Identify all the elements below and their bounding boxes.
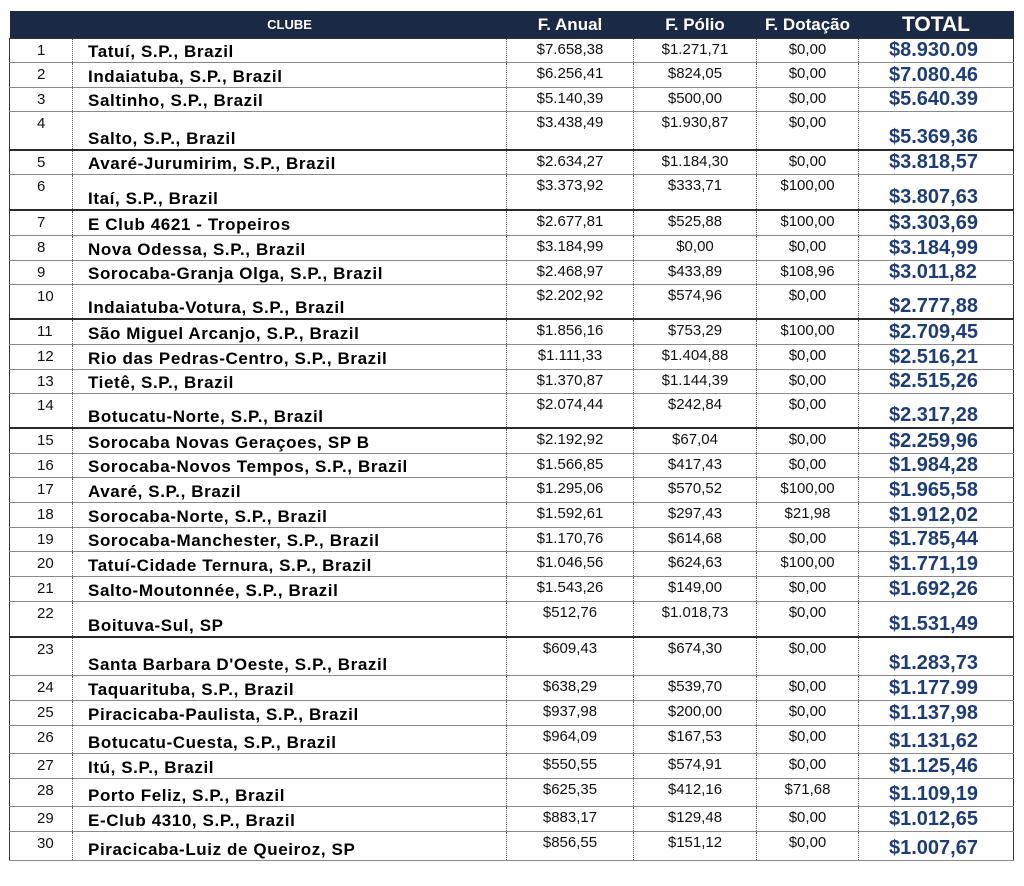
- fundo-polio-cell: $1.930,87: [634, 112, 757, 150]
- rank-cell: 30: [10, 831, 73, 860]
- rank-cell: 12: [10, 344, 73, 369]
- fundo-polio-cell: $0,00: [634, 235, 757, 260]
- fundo-dotacao-cell: $0,00: [757, 150, 859, 175]
- total-cell: $1.965,58: [859, 477, 1014, 502]
- table-row: [10, 319, 1014, 344]
- table-row: [10, 210, 1014, 235]
- fundo-anual-cell: $638,29: [507, 675, 634, 700]
- fundo-dotacao-cell: $0,00: [757, 88, 859, 112]
- fundo-polio-cell: $417,43: [634, 453, 757, 477]
- fundo-anual-cell: $856,55: [507, 831, 634, 860]
- fundo-polio-cell: $1.018,73: [634, 601, 757, 637]
- total-cell: $1.984,28: [859, 453, 1014, 477]
- club-name-cell: São Miguel Arcanjo, S.P., Brazil: [73, 319, 507, 344]
- rank-cell: 21: [10, 576, 73, 601]
- rank-cell: 28: [10, 778, 73, 806]
- club-name-cell: Nova Odessa, S.P., Brazil: [73, 235, 507, 260]
- fundo-dotacao-cell: $0,00: [757, 675, 859, 700]
- table-row: [10, 725, 1014, 753]
- fundo-anual-cell: $3.373,92: [507, 174, 634, 210]
- club-name-cell: E-Club 4310, S.P., Brazil: [73, 806, 507, 831]
- fundo-dotacao-cell: $100,00: [757, 319, 859, 344]
- club-name-cell: Santa Barbara D'Oeste, S.P., Brazil: [73, 637, 507, 675]
- table-row: [10, 806, 1014, 831]
- table-row: [10, 831, 1014, 860]
- fundo-polio-cell: $129,48: [634, 806, 757, 831]
- fundo-anual-cell: $2.074,44: [507, 393, 634, 428]
- fundo-polio-cell: $200,00: [634, 700, 757, 725]
- fundo-anual-cell: $3.184,99: [507, 235, 634, 260]
- fundo-polio-cell: $570,52: [634, 477, 757, 502]
- fundo-anual-cell: $7.658,38: [507, 39, 634, 63]
- fundo-dotacao-cell: $0,00: [757, 700, 859, 725]
- fundo-dotacao-cell: $100,00: [757, 210, 859, 235]
- rank-cell: 9: [10, 260, 73, 284]
- total-cell: $5.640.39: [859, 88, 1014, 112]
- total-cell: $8.930.09: [859, 39, 1014, 63]
- rank-cell: 1: [10, 39, 73, 63]
- table-row: [10, 235, 1014, 260]
- fundo-dotacao-cell: $21,98: [757, 502, 859, 527]
- total-cell: $2.709,45: [859, 319, 1014, 344]
- table-row: [10, 637, 1014, 675]
- table-row: [10, 527, 1014, 551]
- total-cell: $7.080.46: [859, 63, 1014, 88]
- total-cell: $1.692,26: [859, 576, 1014, 601]
- rank-cell: 10: [10, 284, 73, 319]
- table-row: [10, 393, 1014, 428]
- table-row: [10, 428, 1014, 453]
- fundo-polio-cell: $433,89: [634, 260, 757, 284]
- total-cell: $3.011,82: [859, 260, 1014, 284]
- total-cell: $1.007,67: [859, 831, 1014, 860]
- total-cell: $3.818,57: [859, 150, 1014, 175]
- fundo-polio-cell: $624,63: [634, 551, 757, 576]
- total-cell: $1.912,02: [859, 502, 1014, 527]
- rank-cell: 22: [10, 601, 73, 637]
- fundo-polio-cell: $614,68: [634, 527, 757, 551]
- club-name-cell: Avaré, S.P., Brazil: [73, 477, 507, 502]
- header-club: CLUBE: [73, 11, 507, 39]
- rank-cell: 29: [10, 806, 73, 831]
- fundo-anual-cell: $2.468,97: [507, 260, 634, 284]
- total-cell: $3.303,69: [859, 210, 1014, 235]
- fundo-dotacao-cell: $0,00: [757, 576, 859, 601]
- fundo-dotacao-cell: $0,00: [757, 428, 859, 453]
- fundo-anual-cell: $1.046,56: [507, 551, 634, 576]
- fundo-polio-cell: $674,30: [634, 637, 757, 675]
- club-name-cell: Boituva-Sul, SP: [73, 601, 507, 637]
- rank-cell: 18: [10, 502, 73, 527]
- rank-cell: 7: [10, 210, 73, 235]
- club-name-cell: Avaré-Jurumirim, S.P., Brazil: [73, 150, 507, 175]
- rank-cell: 15: [10, 428, 73, 453]
- club-name-cell: Botucatu-Cuesta, S.P., Brazil: [73, 725, 507, 753]
- fundo-polio-cell: $67,04: [634, 428, 757, 453]
- fundo-polio-cell: $574,96: [634, 284, 757, 319]
- table-row: [10, 284, 1014, 319]
- fundo-dotacao-cell: $0,00: [757, 235, 859, 260]
- table-row: [10, 174, 1014, 210]
- rank-cell: 11: [10, 319, 73, 344]
- club-name-cell: E Club 4621 - Tropeiros: [73, 210, 507, 235]
- fundo-dotacao-cell: $100,00: [757, 174, 859, 210]
- fundo-anual-cell: $1.566,85: [507, 453, 634, 477]
- fundo-dotacao-cell: $0,00: [757, 284, 859, 319]
- fundo-dotacao-cell: $0,00: [757, 806, 859, 831]
- fundo-dotacao-cell: $0,00: [757, 725, 859, 753]
- total-cell: $1.012,65: [859, 806, 1014, 831]
- club-ranking-table: [9, 11, 1014, 861]
- header-row: [10, 11, 1014, 39]
- fundo-anual-cell: $609,43: [507, 637, 634, 675]
- fundo-anual-cell: $1.170,76: [507, 527, 634, 551]
- total-cell: $3.184,99: [859, 235, 1014, 260]
- fundo-polio-cell: $539,70: [634, 675, 757, 700]
- table-row: [10, 260, 1014, 284]
- total-cell: $1.771,19: [859, 551, 1014, 576]
- table-row: [10, 39, 1014, 63]
- fundo-anual-cell: $2.202,92: [507, 284, 634, 319]
- fundo-dotacao-cell: $100,00: [757, 551, 859, 576]
- rank-cell: 20: [10, 551, 73, 576]
- total-cell: $2.516,21: [859, 344, 1014, 369]
- fundo-polio-cell: $574,91: [634, 753, 757, 778]
- fundo-anual-cell: $6.256,41: [507, 63, 634, 88]
- club-name-cell: Sorocaba Novas Geraçoes, SP B: [73, 428, 507, 453]
- fundo-polio-cell: $753,29: [634, 319, 757, 344]
- fundo-polio-cell: $1.271,71: [634, 39, 757, 63]
- total-cell: $1.531,49: [859, 601, 1014, 637]
- fundo-anual-cell: $625,35: [507, 778, 634, 806]
- fundo-dotacao-cell: $108,96: [757, 260, 859, 284]
- club-name-cell: Salto-Moutonnée, S.P., Brazil: [73, 576, 507, 601]
- table-row: [10, 63, 1014, 88]
- fundo-dotacao-cell: $0,00: [757, 344, 859, 369]
- fundo-polio-cell: $525,88: [634, 210, 757, 235]
- rank-cell: 4: [10, 112, 73, 150]
- fundo-anual-cell: $883,17: [507, 806, 634, 831]
- fundo-dotacao-cell: $0,00: [757, 753, 859, 778]
- fundo-polio-cell: $500,00: [634, 88, 757, 112]
- rank-cell: 3: [10, 88, 73, 112]
- fundo-anual-cell: $964,09: [507, 725, 634, 753]
- fundo-anual-cell: $1.856,16: [507, 319, 634, 344]
- table-row: [10, 551, 1014, 576]
- club-name-cell: Tatuí, S.P., Brazil: [73, 39, 507, 63]
- fundo-dotacao-cell: $0,00: [757, 637, 859, 675]
- fundo-anual-cell: $512,76: [507, 601, 634, 637]
- club-name-cell: Sorocaba-Novos Tempos, S.P., Brazil: [73, 453, 507, 477]
- fundo-polio-cell: $149,00: [634, 576, 757, 601]
- fundo-dotacao-cell: $71,68: [757, 778, 859, 806]
- fundo-anual-cell: $3.438,49: [507, 112, 634, 150]
- rank-cell: 17: [10, 477, 73, 502]
- club-name-cell: Sorocaba-Granja Olga, S.P., Brazil: [73, 260, 507, 284]
- total-cell: $3.807,63: [859, 174, 1014, 210]
- rank-cell: 6: [10, 174, 73, 210]
- table-row: [10, 601, 1014, 637]
- club-name-cell: Itaí, S.P., Brazil: [73, 174, 507, 210]
- club-name-cell: Saltinho, S.P., Brazil: [73, 88, 507, 112]
- total-cell: $1.785,44: [859, 527, 1014, 551]
- rank-cell: 16: [10, 453, 73, 477]
- table-row: [10, 344, 1014, 369]
- fundo-polio-cell: $167,53: [634, 725, 757, 753]
- fundo-polio-cell: $151,12: [634, 831, 757, 860]
- club-name-cell: Indaiatuba, S.P., Brazil: [73, 63, 507, 88]
- fundo-polio-cell: $412,16: [634, 778, 757, 806]
- fundo-polio-cell: $297,43: [634, 502, 757, 527]
- club-name-cell: Rio das Pedras-Centro, S.P., Brazil: [73, 344, 507, 369]
- total-cell: $1.125,46: [859, 753, 1014, 778]
- rank-cell: 13: [10, 369, 73, 393]
- fundo-anual-cell: $1.592,61: [507, 502, 634, 527]
- fundo-polio-cell: $333,71: [634, 174, 757, 210]
- total-cell: $1.177.99: [859, 675, 1014, 700]
- total-cell: $2.259,96: [859, 428, 1014, 453]
- header-total: TOTAL: [859, 11, 1014, 39]
- rank-cell: 5: [10, 150, 73, 175]
- total-cell: $2.317,28: [859, 393, 1014, 428]
- rank-cell: 23: [10, 637, 73, 675]
- fundo-anual-cell: $1.370,87: [507, 369, 634, 393]
- club-name-cell: Botucatu-Norte, S.P., Brazil: [73, 393, 507, 428]
- rank-cell: 27: [10, 753, 73, 778]
- rank-cell: 26: [10, 725, 73, 753]
- total-cell: $2.777,88: [859, 284, 1014, 319]
- table-row: [10, 88, 1014, 112]
- table-row: [10, 700, 1014, 725]
- club-name-cell: Piracicaba-Luiz de Queiroz, SP: [73, 831, 507, 860]
- header-anual: F. Anual: [507, 11, 634, 39]
- total-cell: $1.109,19: [859, 778, 1014, 806]
- fundo-anual-cell: $937,98: [507, 700, 634, 725]
- rank-cell: 14: [10, 393, 73, 428]
- fundo-anual-cell: $1.111,33: [507, 344, 634, 369]
- club-name-cell: Salto, S.P., Brazil: [73, 112, 507, 150]
- club-name-cell: Sorocaba-Manchester, S.P., Brazil: [73, 527, 507, 551]
- fundo-anual-cell: $1.295,06: [507, 477, 634, 502]
- total-cell: $1.131,62: [859, 725, 1014, 753]
- rank-cell: 25: [10, 700, 73, 725]
- fundo-dotacao-cell: $0,00: [757, 601, 859, 637]
- fundo-dotacao-cell: $0,00: [757, 39, 859, 63]
- fundo-anual-cell: $1.543,26: [507, 576, 634, 601]
- fundo-dotacao-cell: $0,00: [757, 527, 859, 551]
- table-row: [10, 453, 1014, 477]
- rank-cell: 24: [10, 675, 73, 700]
- fundo-polio-cell: $242,84: [634, 393, 757, 428]
- table-row: [10, 778, 1014, 806]
- fundo-polio-cell: $824,05: [634, 63, 757, 88]
- total-cell: $1.283,73: [859, 637, 1014, 675]
- fundo-dotacao-cell: $0,00: [757, 453, 859, 477]
- table-row: [10, 675, 1014, 700]
- table-row: [10, 502, 1014, 527]
- table-row: [10, 369, 1014, 393]
- table-row: [10, 477, 1014, 502]
- fundo-dotacao-cell: $100,00: [757, 477, 859, 502]
- club-name-cell: Itú, S.P., Brazil: [73, 753, 507, 778]
- fundo-anual-cell: $550,55: [507, 753, 634, 778]
- club-name-cell: Taquarituba, S.P., Brazil: [73, 675, 507, 700]
- club-name-cell: Porto Feliz, S.P., Brazil: [73, 778, 507, 806]
- fundo-polio-cell: $1.184,30: [634, 150, 757, 175]
- fundo-polio-cell: $1.144,39: [634, 369, 757, 393]
- fundo-anual-cell: $2.677,81: [507, 210, 634, 235]
- table-row: [10, 150, 1014, 175]
- table-body: [10, 39, 1014, 861]
- table-header: [10, 11, 1014, 39]
- fundo-anual-cell: $2.192,92: [507, 428, 634, 453]
- club-name-cell: Indaiatuba-Votura, S.P., Brazil: [73, 284, 507, 319]
- rank-cell: 2: [10, 63, 73, 88]
- table-row: [10, 576, 1014, 601]
- fundo-dotacao-cell: $0,00: [757, 63, 859, 88]
- fundo-anual-cell: $2.634,27: [507, 150, 634, 175]
- header-dotacao: F. Dotação: [757, 11, 859, 39]
- total-cell: $2.515,26: [859, 369, 1014, 393]
- header-polio: F. Pólio: [634, 11, 757, 39]
- total-cell: $1.137,98: [859, 700, 1014, 725]
- fundo-dotacao-cell: $0,00: [757, 831, 859, 860]
- club-name-cell: Tatuí-Cidade Ternura, S.P., Brazil: [73, 551, 507, 576]
- fundo-dotacao-cell: $0,00: [757, 369, 859, 393]
- fundo-dotacao-cell: $0,00: [757, 393, 859, 428]
- rank-cell: 19: [10, 527, 73, 551]
- fundo-dotacao-cell: $0,00: [757, 112, 859, 150]
- fundo-polio-cell: $1.404,88: [634, 344, 757, 369]
- club-name-cell: Sorocaba-Norte, S.P., Brazil: [73, 502, 507, 527]
- club-name-cell: Piracicaba-Paulista, S.P., Brazil: [73, 700, 507, 725]
- ranking-sheet: [9, 11, 1013, 861]
- header-rank-cell: [10, 11, 73, 39]
- total-cell: $5.369,36: [859, 112, 1014, 150]
- table-row: [10, 112, 1014, 150]
- fundo-anual-cell: $5.140,39: [507, 88, 634, 112]
- club-name-cell: Tietê, S.P., Brazil: [73, 369, 507, 393]
- rank-cell: 8: [10, 235, 73, 260]
- table-row: [10, 753, 1014, 778]
